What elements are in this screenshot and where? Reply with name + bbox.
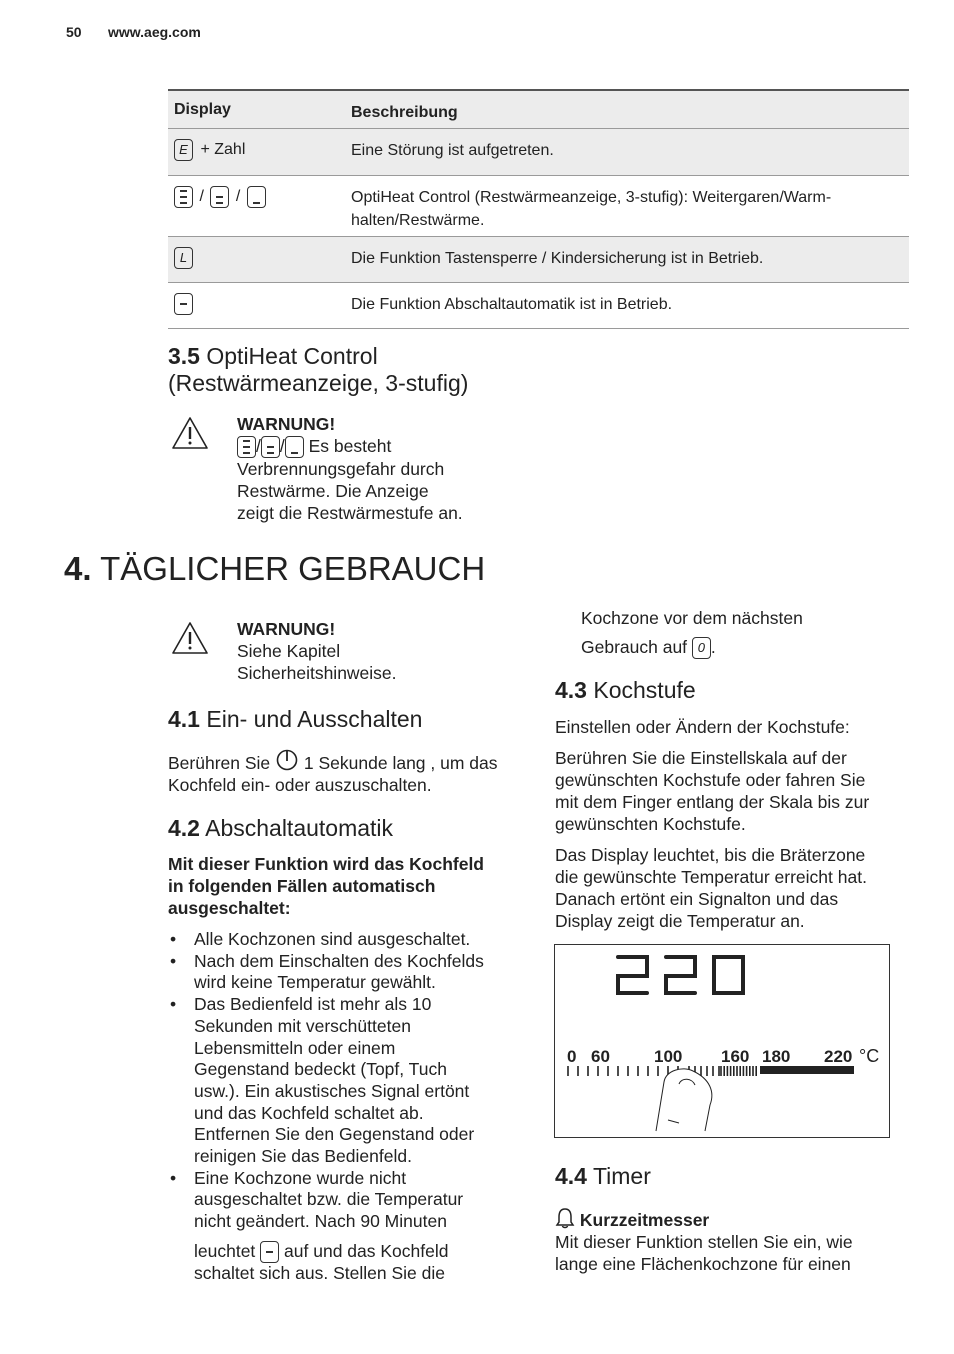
list-text: • Nach dem Einschalten des Kochfelds <box>194 950 484 971</box>
list-text: wird keine Temperatur gewählt. <box>194 972 436 993</box>
list-text: schaltet sich aus. Stellen Sie die <box>194 1263 445 1284</box>
continued-text <box>581 607 803 659</box>
lock-l-icon: L <box>174 247 193 269</box>
list-text: Lebensmitteln oder einem <box>194 1037 396 1058</box>
chapter-heading <box>64 549 485 589</box>
intro-line: Mit dieser Funktion wird das Kochfeld <box>168 854 484 874</box>
table-row <box>168 129 909 176</box>
paragraph-line: lange eine Flächenkochzone für einen <box>555 1254 851 1274</box>
table-row <box>168 237 909 283</box>
section-number: 4.2 <box>168 815 200 841</box>
cooking-level-figure <box>554 944 890 1138</box>
section-number: 4.1 <box>168 706 200 732</box>
warning-label: WARNUNG! <box>237 619 336 639</box>
section-4-4-heading <box>555 1163 651 1190</box>
section-title: OptiHeat Control <box>206 343 378 369</box>
scale-ticks <box>568 1066 756 1076</box>
residual-heat-high-icon <box>237 436 256 458</box>
section-title-line2: (Restwärmeanzeige, 3-stufig) <box>168 370 469 396</box>
list-item <box>168 994 528 1168</box>
warning-4-block <box>237 618 397 684</box>
section-number: 3.5 <box>168 343 200 369</box>
scale-label: 0 <box>567 1047 577 1066</box>
scale-label: 100 <box>654 1047 683 1066</box>
scale-label: 220 <box>824 1047 853 1066</box>
scale-label: 60 <box>591 1047 610 1066</box>
zero-icon: 0 <box>692 637 711 659</box>
power-icon <box>275 748 299 772</box>
page-number: 50 <box>66 24 82 40</box>
header-url: www.aeg.com <box>108 24 201 40</box>
list-text: nicht geändert. Nach 90 Minuten <box>194 1211 447 1232</box>
desc-cell: Eine Störung ist aufgetreten. <box>351 142 554 159</box>
segment-display <box>618 957 743 993</box>
list-text: Entfernen Sie den Gegenstand oder <box>194 1124 475 1145</box>
section-4-3-heading <box>555 677 696 704</box>
list-text: reinigen Sie das Bedienfeld. <box>194 1146 412 1167</box>
warning-3-5-block <box>237 413 507 524</box>
display-cell: / / <box>174 186 266 208</box>
list-text: • Eine Kochzone wurde nicht <box>194 1167 407 1188</box>
section-title: Abschaltautomatik <box>205 815 394 841</box>
unit-label: °C <box>859 1046 880 1066</box>
section-number: 4.4 <box>555 1163 587 1189</box>
section-4-1-heading <box>168 706 422 733</box>
section-4-2-heading <box>168 815 393 842</box>
paragraph-line: Berühren Sie die Einstellskala auf der <box>555 748 847 768</box>
residual-heat-medium-icon <box>261 436 280 458</box>
warning-icon <box>171 416 209 450</box>
list-text: • Alle Kochzonen sind ausgeschaltet. <box>194 929 471 949</box>
table-header <box>168 89 909 129</box>
chapter-title: TÄGLICHER GEBRAUCH <box>100 550 486 587</box>
intro-line: in folgenden Fällen automatisch <box>168 876 436 896</box>
subheading: Kurzzeitmesser <box>579 1210 710 1230</box>
paragraph-line: die gewünschte Temperatur erreicht hat. <box>555 867 867 887</box>
auto-off-list <box>168 929 528 1285</box>
scale-label: 160 <box>721 1047 750 1066</box>
desc-cell: Die Funktion Tastensperre / Kindersicherung ist in Betrieb. <box>351 250 764 267</box>
text: Kochzone vor dem nächsten <box>581 608 803 628</box>
text: 1 Sekunde lang , um das <box>303 753 498 773</box>
display-table <box>168 89 909 329</box>
section-4-1-text <box>168 748 528 796</box>
paragraph-line: Das Display leuchtet, bis die Bräterzone <box>555 845 866 865</box>
list-text: usw.). Ein akustisches Signal ertönt <box>194 1080 470 1101</box>
display-cell <box>174 139 245 161</box>
scale-bar <box>760 1066 854 1074</box>
list-text: leuchtet <box>194 1240 256 1261</box>
scale-label: 180 <box>762 1047 791 1066</box>
col-desc-header: Beschreibung <box>351 104 458 121</box>
section-number: 4.3 <box>555 677 587 703</box>
warning-line: / / Es besteht <box>237 435 507 458</box>
residual-heat-high-icon <box>174 186 193 208</box>
section-title: Ein- und Ausschalten <box>206 706 423 732</box>
residual-heat-low-icon <box>247 186 266 208</box>
section-title: Timer <box>592 1163 651 1189</box>
display-suffix: + Zahl <box>200 141 246 159</box>
figure-drawing <box>555 945 889 1137</box>
table-row <box>168 283 909 329</box>
chapter-number: 4. <box>64 550 92 587</box>
text: Berühren Sie <box>168 753 271 773</box>
col-display-header: Display <box>174 101 231 118</box>
scale-labels <box>567 1046 879 1066</box>
text: Kochfeld ein- oder auszuschalten. <box>168 775 432 795</box>
text: . <box>710 637 716 657</box>
warning-text: Siehe Kapitel <box>237 641 341 661</box>
residual-heat-low-icon <box>285 436 304 458</box>
table-row <box>168 176 909 237</box>
warning-label: WARNUNG! <box>237 414 336 434</box>
section-4-2-intro <box>168 853 528 919</box>
error-e-icon: E <box>174 139 193 161</box>
warning-text: zeigt die Restwärmestufe an. <box>237 503 463 524</box>
list-text: und das Kochfeld schaltet ab. <box>194 1102 424 1123</box>
warning-text: Sicherheitshinweise. <box>237 663 397 683</box>
paragraph-line: gewünschten Kochstufe. <box>555 814 746 834</box>
section-3-5-heading <box>168 343 468 397</box>
list-text: Sekunden mit verschütteten <box>194 1015 411 1036</box>
bell-icon <box>555 1207 575 1229</box>
paragraph-line: Display zeigt die Temperatur an. <box>555 911 805 931</box>
section-title: Kochstufe <box>593 677 696 703</box>
paragraph-line: Mit dieser Funktion stellen Sie ein, wie <box>555 1232 853 1252</box>
intro-line: ausgeschaltet: <box>168 898 291 918</box>
residual-heat-medium-icon <box>210 186 229 208</box>
list-item <box>168 929 528 951</box>
warning-text: Es besteht <box>308 436 392 456</box>
list-text: • Das Bedienfeld ist mehr als 10 <box>194 994 432 1015</box>
list-text: ausgeschaltet bzw. die Temperatur <box>194 1189 464 1210</box>
desc-cell: Die Funktion Abschaltautomatik ist in Betrieb. <box>351 296 673 313</box>
list-item <box>168 1168 528 1285</box>
section-4-4-text <box>555 1207 915 1275</box>
list-text: Gegenstand bedeckt (Topf, Tuch <box>194 1059 447 1080</box>
display-cell <box>174 293 193 315</box>
paragraph-line: gewünschten Kochstufe oder fahren Sie <box>555 770 866 790</box>
desc-cell: OptiHeat Control (Restwärmeanzeige, 3-stufig): Weitergaren/Warm-halten/Restwärme. <box>351 189 832 229</box>
warning-text: Restwärme. Die Anzeige <box>237 481 429 502</box>
dash-icon <box>174 293 193 315</box>
section-4-3-text <box>555 716 915 932</box>
list-item <box>168 951 528 994</box>
text: Gebrauch auf <box>581 637 688 657</box>
warning-icon <box>171 621 209 655</box>
paragraph-line: mit dem Finger entlang der Skala bis zur <box>555 792 870 812</box>
warning-text: Verbrennungsgefahr durch <box>237 459 445 480</box>
paragraph: Einstellen oder Ändern der Kochstufe: <box>555 717 850 737</box>
display-cell <box>174 247 193 269</box>
list-text: auf und das Kochfeld <box>284 1240 449 1261</box>
paragraph-line: Danach ertönt ein Signalton und das <box>555 889 839 909</box>
dash-icon <box>260 1241 279 1263</box>
